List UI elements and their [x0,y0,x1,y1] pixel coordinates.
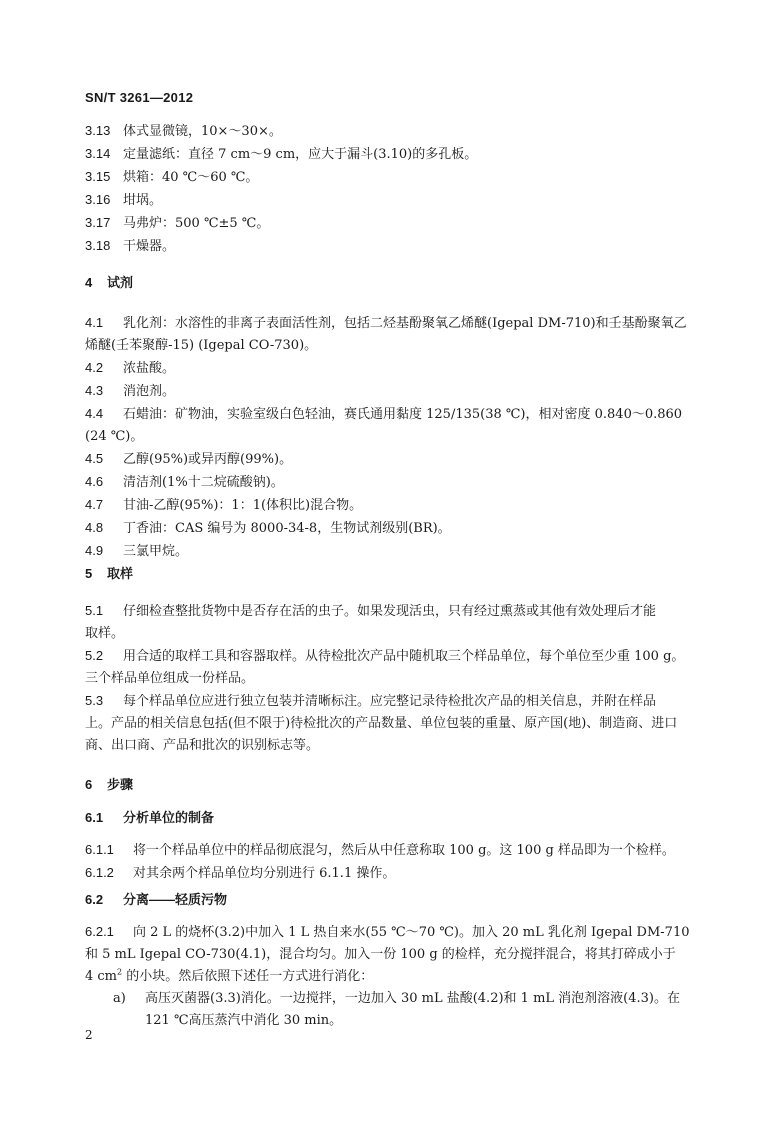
subsection-6-1-items [85,839,703,885]
item-number: 4.8 [85,520,104,535]
subsection-6-1-heading [85,807,703,829]
sub-list-item [85,988,703,1010]
item-text: 对其余两个样品单位均分别进行 6.1.1 操作。 [133,866,396,881]
list-item [85,380,703,403]
list-item [85,403,703,426]
item-number: 4.7 [85,497,104,512]
item-number: 4.6 [85,474,104,489]
list-item [85,166,703,189]
section-5-items [85,600,703,757]
item-number: 6.2.1 [85,924,114,939]
item-text: 坩埚。 [123,193,163,208]
item-text: 定量滤纸：直径 7 cm～9 cm，应大于漏斗(3.10)的多孔板。 [123,147,478,162]
subsection-6-2-heading [85,889,703,911]
item-number: 3.16 [85,192,111,207]
item-text: 仔细检查整批货物中是否存在活的虫子。如果发现活虫，只有经过熏蒸或其他有效处理后才能 [123,604,657,619]
item-number: 5.2 [85,648,104,663]
page-number: 2 [85,1028,93,1042]
section-title: 取样 [107,566,134,581]
document-header: SN/T 3261—2012 [85,90,194,105]
item-number: 3.13 [85,123,111,138]
item-text: 乙醇(95%)或异丙醇(99%)。 [123,452,293,467]
item-text: 石蜡油：矿物油，实验室级白色轻油，赛氏通用黏度 125/135(38 ℃)，相对密度 0.840～0.860 [123,407,683,422]
item-number: 4.9 [85,543,104,558]
item-number: 3.14 [85,146,111,161]
item-text: 用合适的取样工具和容器取样。从待检批次产品中随机取三个样品单位，每个单位至少重 100 g。 [123,649,685,664]
item-number: 5.3 [85,693,104,708]
section-title: 步骤 [107,777,134,792]
item-number: 4.4 [85,406,104,421]
list-item [85,120,703,143]
list-item [85,494,703,517]
list-item-continuation: 烯醚(壬苯聚醇-15) (Igepal CO-730)。 [85,338,318,353]
subsection-number: 6.2 [85,892,104,907]
section-4-heading [85,272,703,294]
item-text: 烘箱：40 ℃～60 ℃。 [123,170,259,185]
subsection-title: 分离——轻质污物 [123,892,228,907]
list-item [85,645,703,668]
item-text: 马弗炉：500 ℃±5 ℃。 [123,216,270,231]
item-text: 浓盐酸。 [123,361,176,376]
item-number: 4.5 [85,451,104,466]
list-item [85,839,703,862]
list-item-continuation: 和 5 mL Igepal CO-730(4.1)，混合均匀。加入一份 100 g 的检样，充分搅拌混合，将其打碎成小于 [85,947,676,962]
sub-item-tag: a) [113,991,126,1006]
item-number: 4.1 [85,315,104,330]
list-item [85,235,703,258]
item-text: 甘油-乙醇(95%)：1：1(体积比)混合物。 [123,498,363,513]
list-item [85,540,703,563]
item-text: 向 2 L 的烧杯(3.2)中加入 1 L 热自来水(55 ℃～70 ℃)。加入 20 mL 乳化剂 Igepal DM-710 [133,925,690,940]
item-number: 5.1 [85,603,104,618]
section-number: 6 [85,777,93,792]
item-text: 将一个样品单位中的样品彻底混匀，然后从中任意称取 100 g。这 100 g 样品即为一个检样。 [133,843,675,858]
section-title: 试剂 [107,275,134,290]
item-text: 乳化剂：水溶性的非离子表面活性剂，包括二烃基酚聚氧乙烯醚(Igepal DM-710)和壬基酚聚氧乙 [123,316,687,331]
item-text: 消泡剂。 [123,384,176,399]
list-item [85,448,703,471]
section-3-items [85,120,703,258]
list-item-continuation: 上。产品的相关信息包括(但不限于)待检批次的产品数量、单位包装的重量、原产国(地)、制造商、进口 [85,716,678,731]
item-number: 6.1.1 [85,842,114,857]
list-item [85,517,703,540]
list-item [85,471,703,494]
list-item [85,189,703,212]
item-text: 三氯甲烷。 [123,544,189,559]
item-number: 6.1.2 [85,865,114,880]
item-number: 4.3 [85,383,104,398]
list-item [85,921,703,944]
item-number: 3.15 [85,169,111,184]
list-item-continuation: 商、出口商、产品和批次的识别标志等。 [85,738,320,753]
section-number: 4 [85,275,93,290]
list-item [85,143,703,166]
subsection-number: 6.1 [85,810,104,825]
list-item-continuation: (24 ℃)。 [85,429,144,444]
item-text: 干燥器。 [123,239,176,254]
item-text: 丁香油：CAS 编号为 8000-34-8，生物试剂级别(BR)。 [123,521,451,536]
sub-list-item-continuation: 121 ℃高压蒸汽中消化 30 min。 [145,1013,343,1028]
list-item-continuation: 4 $cm^2$ 的小块。然后依照下述任一方式进行消化： [85,967,374,984]
item-text: 体式显微镜，10×～30×。 [123,124,282,139]
section-4-items [85,312,703,563]
list-item [85,862,703,885]
item-text: 清洁剂(1%十二烷硫酸钠)。 [123,475,284,490]
item-6-2-1 [85,921,703,1032]
list-item [85,357,703,380]
section-6-heading [85,774,703,796]
section-number: 5 [85,566,93,581]
subsection-title: 分析单位的制备 [123,810,215,825]
item-number: 3.17 [85,215,111,230]
item-number: 4.2 [85,360,104,375]
item-text: 每个样品单位应进行独立包装并清晰标注。应完整记录待检批次产品的相关信息，并附在样品 [123,694,657,709]
section-5-heading [85,563,703,585]
sub-item-text: 高压灭菌器(3.3)消化。一边搅拌，一边加入 30 mL 盐酸(4.2)和 1 mL 消泡剂溶液(4.3)。在 [145,991,680,1006]
list-item [85,600,703,623]
list-item [85,312,703,335]
list-item [85,212,703,235]
list-item-continuation: 三个样品单位组成一份样品。 [85,671,255,686]
item-number: 3.18 [85,238,111,253]
list-item [85,690,703,713]
list-item-continuation: 取样。 [85,626,125,641]
